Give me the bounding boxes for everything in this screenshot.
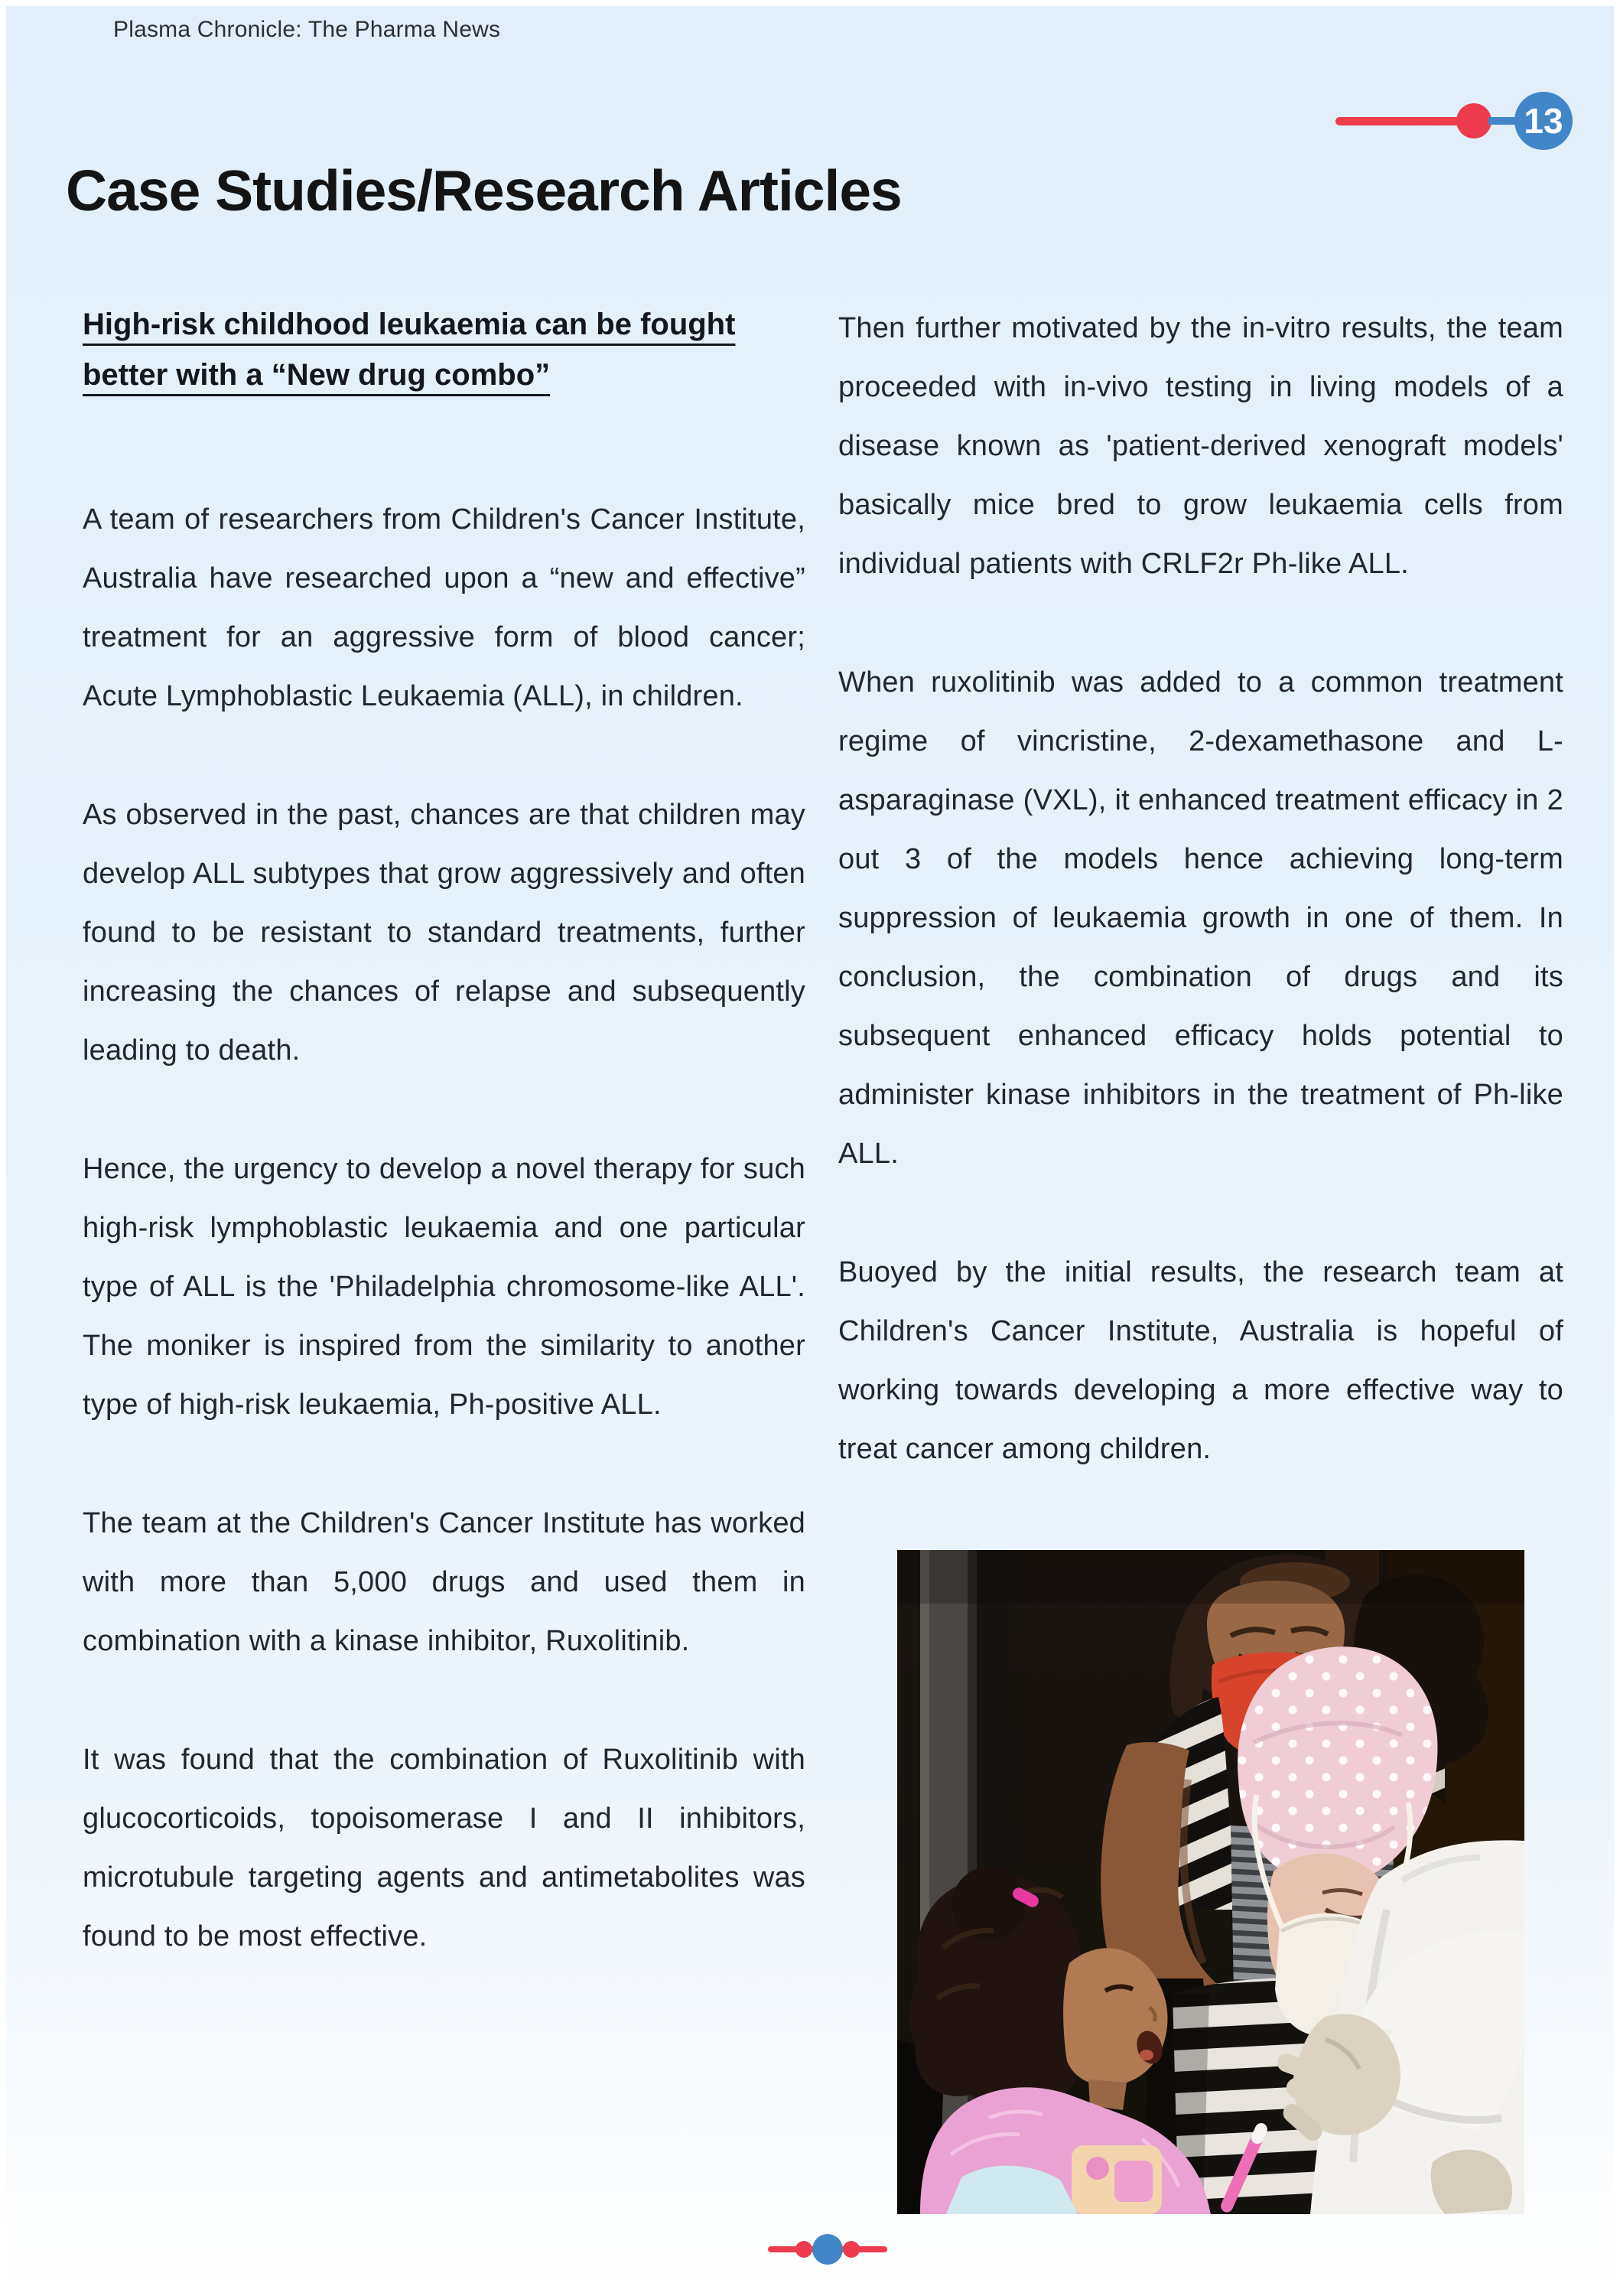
ornament-red-dot-right (843, 2241, 860, 2258)
paragraph: Hence, the urgency to develop a novel therapy for such high-risk lymphoblastic leukaemia and one particular type of ALL is the 'Philadelphia chromosome-like ALL'. The moniker is inspired from the similarity to another type of high-risk leukaemia, Ph-positive ALL. (83, 1153, 805, 1421)
right-column (838, 299, 1563, 1539)
paragraph: When ruxolitinib was added to a common treatment regime of vincristine, 2-dexamethasone and L-asparaginase (VXL), it enhanced treatment efficacy in 2 out 3 of the models hence achieving long-term suppression of leukaemia growth in one of them. In conclusion, the combination of drugs and its subsequent enhanced efficacy holds potential to administer kinase inhibitors in the treatment of Ph-like ALL. (838, 666, 1563, 1170)
paragraph: A team of researchers from Children's Cancer Institute, Australia have researched upon a “new and effective” treatment for an aggressive form of blood cancer; Acute Lymphoblastic Leukaemia (ALL), in children. (83, 503, 805, 712)
publication-name: Plasma Chronicle: The Pharma News (113, 17, 501, 42)
paragraph: Then further motivated by the in-vitro results, the team proceeded with in-vivo testing in living models of a disease known as 'patient-derived xenograft models' basically mice bred to grow leukaemia cells from individual patients with CRLF2r Ph-like ALL. (838, 312, 1563, 580)
paragraph: The team at the Children's Cancer Institute has worked with more than 5,000 drugs and used them in combination with a kinase inhibitor, Ruxolitinib. (83, 1507, 805, 1657)
ornament-blue-dot (812, 2234, 843, 2265)
paragraph: As observed in the past, chances are that children may develop ALL subtypes that grow aggressively and often found to be resistant to standard treatments, further increasing the chances of relapse and subsequently leading to death. (83, 799, 805, 1067)
paragraph: It was found that the combination of Ruxolitinib with glucocorticoids, topoisomerase I and II inhibitors, microtubule targeting agents and antimetabolites was found to be most effective. (83, 1744, 805, 1952)
page-number-badge (1335, 92, 1573, 150)
badge-red-dot (1456, 103, 1492, 138)
section-title: Case Studies/Research Articles (66, 158, 902, 223)
article-headline: High-risk childhood leukaemia can be fought better with a “New drug combo” (83, 308, 736, 392)
left-column (83, 299, 805, 2026)
page-background (6, 6, 1614, 2296)
article-photo (897, 1550, 1524, 2214)
badge-red-line (1335, 117, 1462, 125)
clinic-scene-illustration (897, 1550, 1524, 2214)
footer-ornament (768, 2234, 887, 2265)
page-number: 13 (1514, 92, 1573, 150)
ornament-red-dot-left (795, 2241, 812, 2258)
paragraph: Buoyed by the initial results, the research team at Children's Cancer Institute, Australia is hopeful of working towards developing a more effective way to treat cancer among children. (838, 1256, 1563, 1465)
